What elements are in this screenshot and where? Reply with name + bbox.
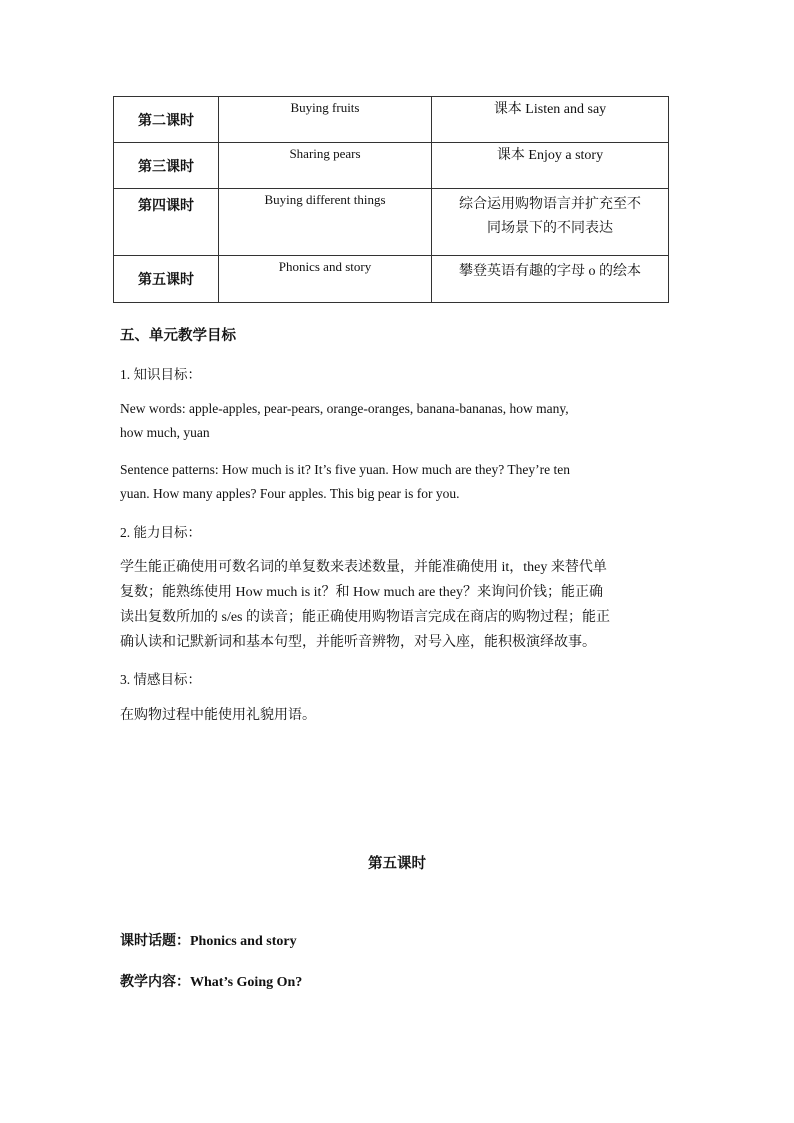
paragraph-line: 学生能正确使用可数名词的单复数来表述数量，并能准确使用 it，they 来替代单 xyxy=(120,560,607,575)
content-line: 综合运用购物语言并扩充至不 xyxy=(459,197,641,212)
new-words-paragraph xyxy=(120,397,672,445)
content-cell xyxy=(432,256,669,303)
lesson-cell: 第五课时 xyxy=(114,256,219,303)
topic-cell: Buying different things xyxy=(219,189,432,256)
paragraph-line: 复数；能熟练使用 How much is it？和 How much are they？来询问价钱；能正确 xyxy=(120,585,603,600)
content-line: 课本 Listen and say xyxy=(493,102,607,117)
section-heading: 五、单元教学目标 xyxy=(120,328,236,344)
lesson-cell: 第四课时 xyxy=(114,189,219,256)
paragraph-line: how much, yuan xyxy=(120,425,210,440)
sentence-patterns-paragraph xyxy=(120,458,672,506)
topic-cell: Phonics and story xyxy=(219,256,432,303)
content-cell xyxy=(432,97,669,143)
table-row xyxy=(114,143,669,189)
ability-paragraph xyxy=(120,555,672,655)
emotion-text: 在购物过程中能使用礼貌用语。 xyxy=(120,708,316,723)
ability-label: 2. 能力目标： xyxy=(120,525,201,540)
content-cell xyxy=(432,189,669,256)
topic-cell: Buying fruits xyxy=(219,97,432,143)
table-row xyxy=(114,256,669,303)
lesson-title: 第五课时 xyxy=(368,856,426,872)
content-line: 课本 Enjoy a story xyxy=(496,148,604,163)
content-line: 攀登英语有趣的字母 o 的绘本 xyxy=(459,264,641,279)
lesson-cell: 第三课时 xyxy=(114,143,219,189)
paragraph-line: 读出复数所加的 s/es 的读音；能正确使用购物语言完成在商店的购物过程；能正 xyxy=(120,610,610,625)
content-cell xyxy=(432,143,669,189)
content-line: 同场景下的不同表达 xyxy=(487,221,613,236)
paragraph-line: Sentence patterns: How much is it? It’s five yuan. How much are they? They’re ten xyxy=(120,462,570,477)
lesson-table xyxy=(113,96,669,303)
topic-cell: Sharing pears xyxy=(219,143,432,189)
lesson-content-line: 教学内容：What’s Going On? xyxy=(120,975,303,990)
paragraph-line: yuan. How many apples? Four apples. This big pear is for you. xyxy=(120,486,460,501)
emotion-label: 3. 情感目标： xyxy=(120,672,201,687)
knowledge-label: 1. 知识目标： xyxy=(120,367,201,382)
lesson-topic-line: 课时话题：Phonics and story xyxy=(120,934,297,949)
table-row xyxy=(114,189,669,256)
paragraph-line: 确认读和记默新词和基本句型，并能听音辨物，对号入座，能积极演绎故事。 xyxy=(120,635,596,650)
paragraph-line: New words: apple-apples, pear-pears, orange-oranges, banana-bananas, how many, xyxy=(120,401,569,416)
table-row xyxy=(114,97,669,143)
lesson-cell: 第二课时 xyxy=(114,97,219,143)
